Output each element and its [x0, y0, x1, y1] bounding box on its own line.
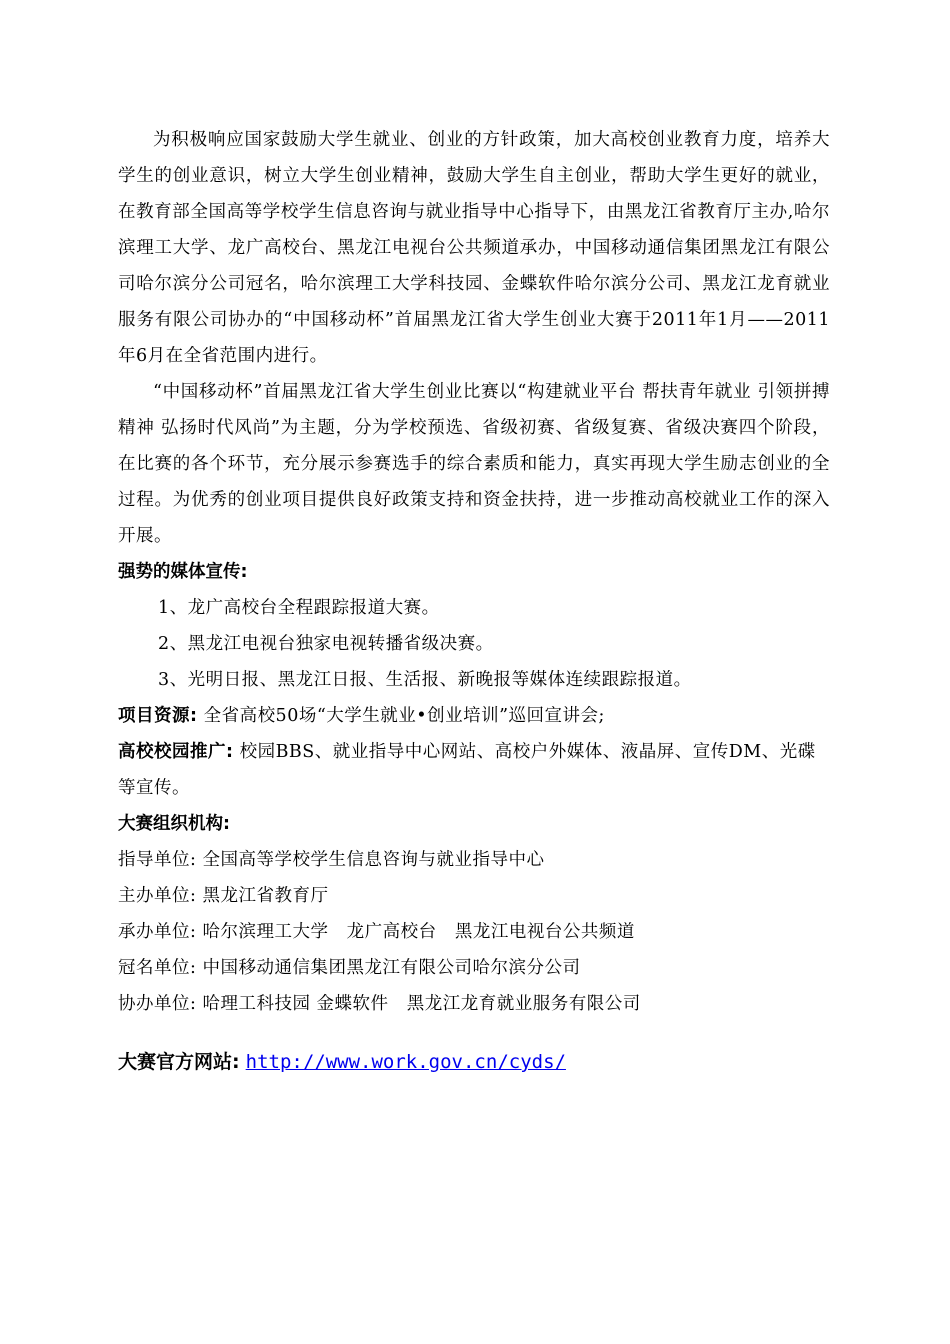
- resources-label: 项目资源:: [118, 706, 198, 726]
- media-heading: 强势的媒体宣传:: [118, 562, 248, 582]
- media-item: 3、光明日报、黑龙江日报、生活报、新晚报等媒体连续跟踪报道。: [158, 670, 692, 690]
- website-line: [118, 1044, 830, 1080]
- intro-paragraph-2: “中国移动杯”首届黑龙江省大学生创业比赛以“构建就业平台 帮扶青年就业 引领拼搏精神 弘扬时代风尚”为主题，分为学校预选、省级初赛、省级复赛、省级决赛四个阶段，在比赛的各个环节，充分展示参赛选手的综合素质和能力，真实再现大学生励志创业的全过程。为优秀的创业项目提供良好政策支持和资金扶持，进一步推动高校就业工作的深入开展。: [118, 382, 830, 546]
- website-label: 大赛官方网站:: [118, 1051, 240, 1073]
- resources-text: 全省高校50场“大学生就业•创业培训”巡回宣讲会;: [197, 706, 605, 726]
- organization-heading: 大赛组织机构:: [118, 814, 230, 834]
- organization-row: 指导单位: 全国高等学校学生信息咨询与就业指导中心: [118, 850, 545, 870]
- media-item: 1、龙广高校台全程跟踪报道大赛。: [158, 598, 440, 618]
- intro-paragraph-1: 为积极响应国家鼓励大学生就业、创业的方针政策，加大高校创业教育力度，培养大学生的创业意识，树立大学生创业精神，鼓励大学生自主创业，帮助大学生更好的就业，在教育部全国高等学校学生信息咨询与就业指导中心指导下，由黑龙江省教育厅主办,哈尔滨理工大学、龙广高校台、黑龙江电视台公共频道承办，中国移动通信集团黑龙江有限公司哈尔滨分公司冠名，哈尔滨理工大学科技园、金蝶软件哈尔滨分公司、黑龙江龙育就业服务有限公司协办的“中国移动杯”首届黑龙江省大学生创业大赛于2011年1月——2011年6月在全省范围内进行。: [118, 130, 830, 366]
- media-item: 2、黑龙江电视台独家电视转播省级决赛。: [158, 634, 494, 654]
- campus-label: 高校校园推广:: [118, 742, 234, 762]
- organization-row: 冠名单位: 中国移动通信集团黑龙江有限公司哈尔滨分公司: [118, 958, 581, 978]
- spacer: [118, 1022, 830, 1044]
- organization-row: 协办单位: 哈理工科技园 金蝶软件 黑龙江龙育就业服务有限公司: [118, 994, 641, 1014]
- campus-line: [118, 734, 830, 806]
- resources-line: [118, 698, 830, 734]
- organization-row: 主办单位: 黑龙江省教育厅: [118, 886, 329, 906]
- document-page: [118, 122, 830, 1080]
- website-link[interactable]: http://www.work.gov.cn/cyds/: [245, 1051, 566, 1073]
- campus-text: 校园BBS、就业指导中心网站、高校户外媒体、液晶屏、宣传DM、光碟等宣传。: [118, 742, 816, 798]
- organization-row: 承办单位: 哈尔滨理工大学 龙广高校台 黑龙江电视台公共频道: [118, 922, 635, 942]
